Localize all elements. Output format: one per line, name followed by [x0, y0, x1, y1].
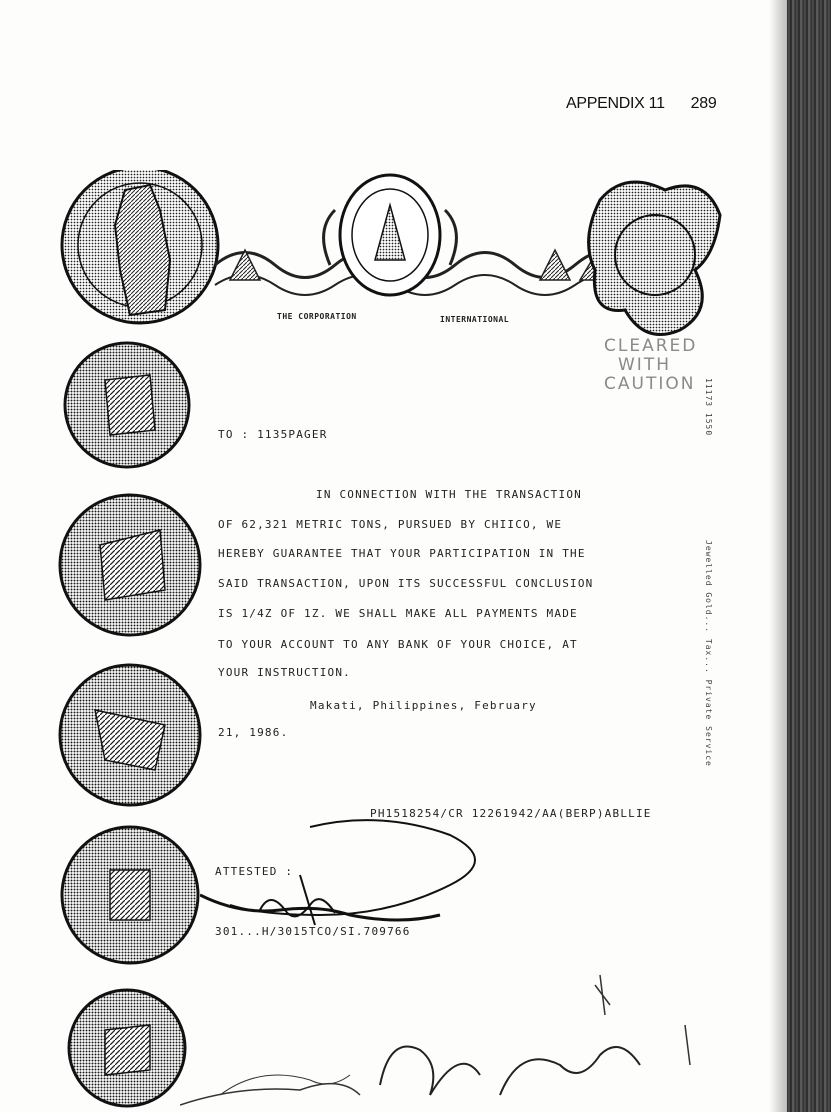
body-line-1: IN CONNECTION WITH THE TRANSACTION — [316, 488, 582, 501]
bottom-signatures — [180, 955, 720, 1112]
letterhead-left-text: THE CORPORATION — [277, 312, 357, 321]
place-date-line-2: 21, 1986. — [218, 726, 289, 739]
book-running-header — [566, 95, 716, 113]
body-line-4: SAID TRANSACTION, UPON ITS SUCCESSFUL CONCLUSION — [218, 577, 594, 590]
body-line-2: OF 62,321 METRIC TONS, PURSUED BY CHIICO, WE — [218, 518, 563, 531]
body-line-6: TO YOUR ACCOUNT TO ANY BANK OF YOUR CHOICE, AT — [218, 638, 578, 651]
attested-label: ATTESTED : — [215, 865, 294, 878]
handwritten-signature — [200, 815, 520, 945]
reference-line: PH1518254/CR 12261942/AA(BERP)ABLLIE — [370, 807, 652, 820]
stamp-line-2: WITH — [618, 355, 671, 375]
body-line-7: YOUR INSTRUCTION. — [218, 666, 351, 679]
cleared-stamp — [604, 337, 714, 394]
book-binding-edge — [787, 0, 831, 1112]
appendix-label: APPENDIX 11 — [566, 95, 665, 112]
binding-shadow — [769, 0, 787, 1112]
letterhead-right-text: INTERNATIONAL — [440, 315, 510, 324]
side-note-top: 11173 1550 — [704, 378, 713, 437]
place-date-line-1: Makati, Philippines, February — [310, 699, 537, 712]
body-line-5: IS 1/4Z OF 1Z. WE SHALL MAKE ALL PAYMENTS MADE — [218, 607, 578, 620]
side-note-bottom: Jewelled Gold... Tax... Private Service — [704, 540, 713, 767]
body-line-3: HEREBY GUARANTEE THAT YOUR PARTICIPATION IN THE — [218, 547, 586, 560]
attested-reference: 301...H/3015TCO/SI.709766 — [215, 925, 411, 938]
page-number: 289 — [690, 95, 717, 112]
to-line: TO : 1135PAGER — [218, 428, 328, 441]
stamp-line-3: CAUTION — [604, 374, 696, 394]
stamp-line-1: CLEARED — [604, 336, 698, 356]
